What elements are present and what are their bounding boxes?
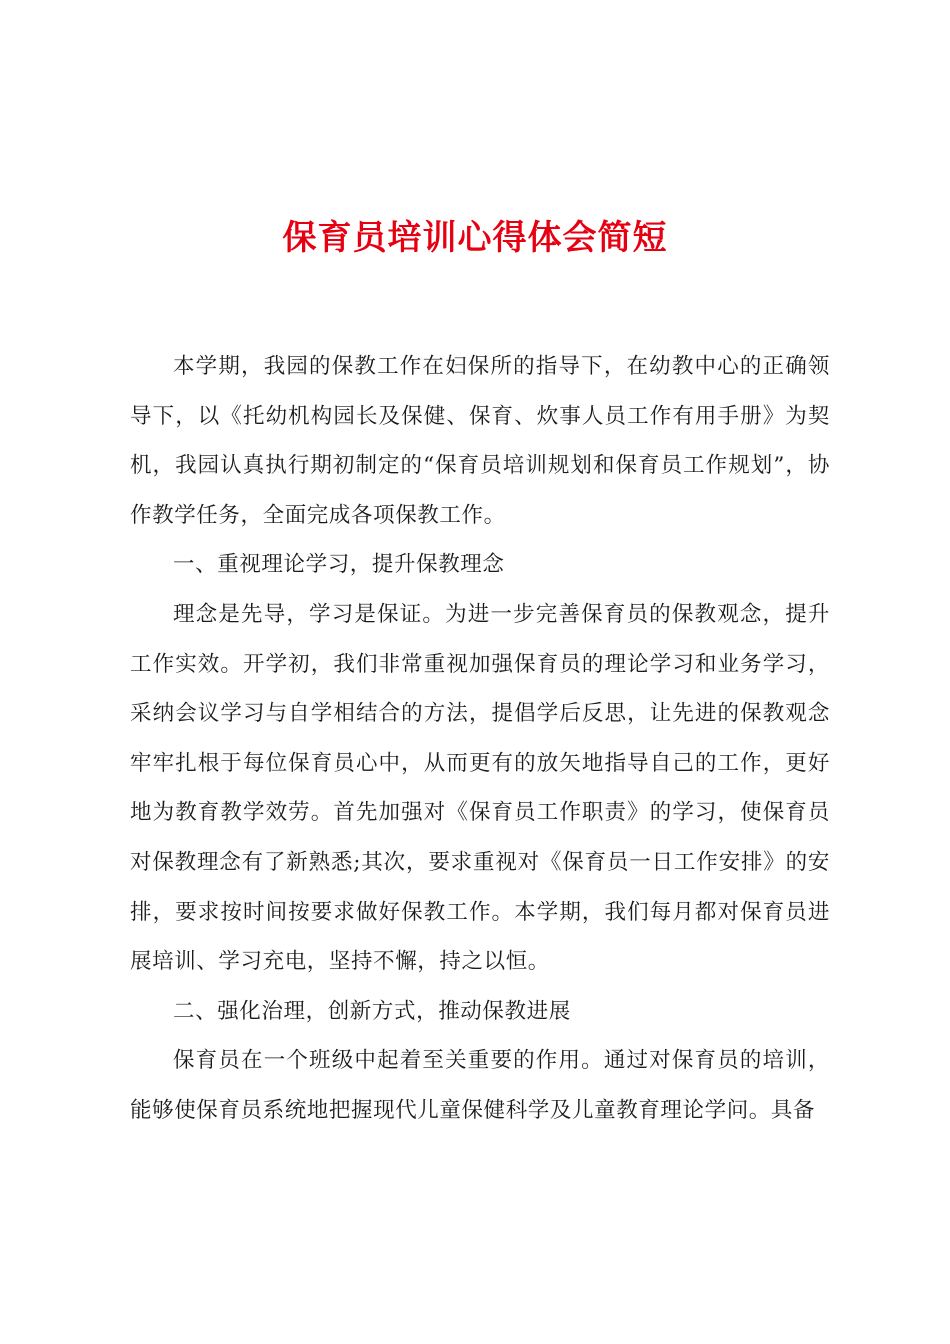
intro-paragraph: 本学期，我园的保教工作在妇保所的指导下，在幼教中心的正确领导下，以《托幼机构园长及保健、保育、炊事人员工作有用手册》为契机，我园认真执行期初制定的“保育员培训规划和保育员工作规划”，协作教学任务，全面完成各项保教工作。 <box>130 354 830 528</box>
document-title: 保育员培训心得体会简短 <box>282 218 668 258</box>
section-1-paragraph: 理念是先导，学习是保证。为进一步完善保育员的保教观念，提升工作实效。开学初，我们非常重视加强保育员的理论学习和业务学习，采纳会议学习与自学相结合的方法，提倡学后反思，让先进的保教观念牢牢扎根于每位保育员心中，从而更有的放矢地指导自己的工作，更好地为教育教学效劳。首先加强对《保育员工作职责》的学习，使保育员对保教理念有了新熟悉;其次，要求重视对《保育员一日工作安排》的安排，要求按时间按要求做好保教工作。本学期，我们每月都对保育员进展培训、学习充电，坚持不懈，持之以恒。 <box>130 601 830 975</box>
section-heading-2: 二、强化治理，创新方式，推动保教进展 <box>173 998 571 1024</box>
document-body <box>130 342 830 1136</box>
section-heading-1: 一、重视理论学习，提升保教理念 <box>173 552 505 578</box>
section-2-paragraph: 保育员在一个班级中起着至关重要的作用。通过对保育员的培训，能够使保育员系统地把握现代儿童保健科学及儿童教育理论学问。具备 <box>130 1048 830 1123</box>
